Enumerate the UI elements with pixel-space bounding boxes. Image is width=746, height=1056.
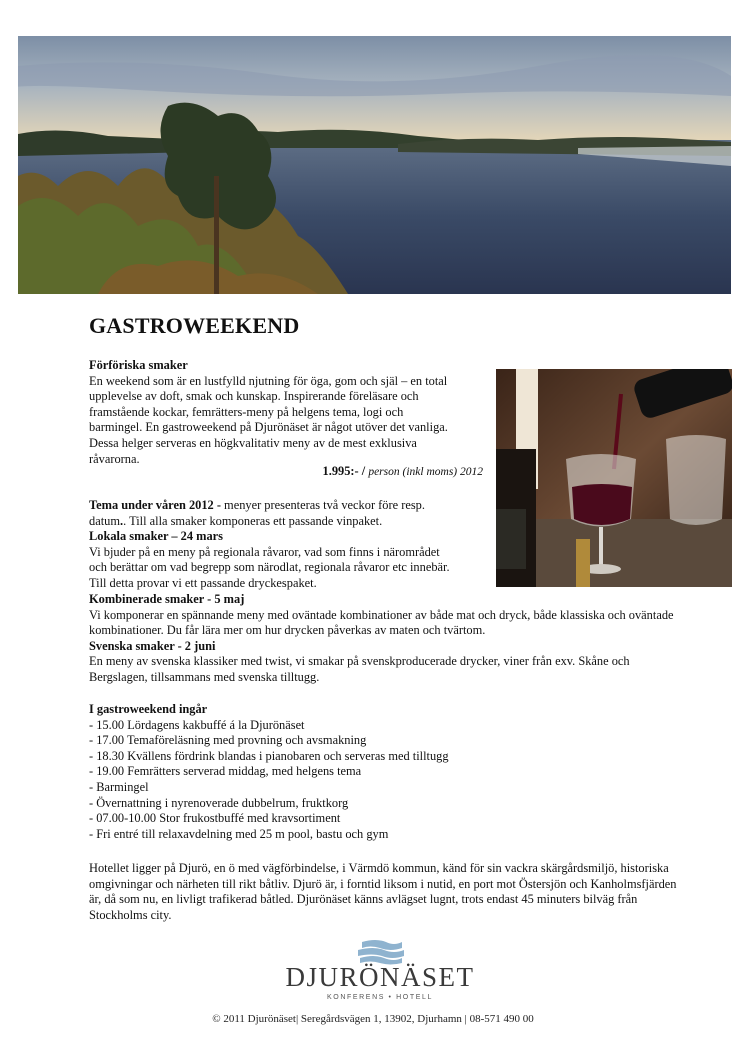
- theme-line: kombinationer. Du får lära mer om hur drycken påverkas av maten och tvärtom.: [89, 623, 486, 638]
- intro-line: upplevelse av doft, smak och kunskap. Inspirerande föreläsare och: [89, 389, 419, 404]
- theme-line: Till detta provar vi ett passande dryckespaket.: [89, 575, 317, 590]
- price-note: person (inkl moms) 2012: [368, 466, 483, 478]
- themes-lead-text: . Till alla smaker komponeras ett passande vinpaket.: [123, 513, 383, 528]
- list-item: - 19.00 Femrätters serverad middag, med helgens tema: [89, 764, 362, 779]
- about-line: är, då som nu, en livligt trafikerad båtled. Djurönäset känns avlägset lugnt, trots endast 45 minuters bilväg från: [89, 892, 638, 907]
- about-line: Hotellet ligger på Djurö, en ö med vägförbindelse, i Värmdö kommun, känd för sin vackra skärgårdsmiljö, historiska: [89, 861, 669, 875]
- list-item: - 07.00-10.00 Stor frukostbuffé med kravsortiment: [89, 811, 341, 826]
- intro-line: Dessa helger serveras en högkvalitativ meny av de mest exklusiva: [89, 435, 417, 450]
- themes-intro: Tema under våren 2012 - menyer presenteras två veckor före resp. datum.. Till alla smaker komponeras ett passande vinpaket. Lokala smaker – 24 mars Vi bjuder på en meny på regionala råvaror, vad som finns i närområdet och berättar om vad begrepp som närodlat, regionala råvaror etc innebär. Till detta provar vi ett passande dryckespaket.: [89, 498, 499, 592]
- page-title: GASTROWEEKEND: [89, 313, 300, 338]
- theme-heading: Svenska smaker - 2 juni: [89, 638, 216, 653]
- theme-line: En meny av svenska klassiker med twist, vi smakar på svenskproducerade drycker, viner från exv. Skåne och: [89, 654, 630, 669]
- list-item: - 17.00 Temaföreläsning med provning och avsmakning: [89, 733, 367, 748]
- intro-heading: Förföriska smaker: [89, 358, 188, 372]
- wine-image: [496, 369, 732, 587]
- themes-lead-bold: Tema under våren 2012 -: [89, 498, 221, 512]
- theme-line: Vi bjuder på en meny på regionala råvaror, vad som finns i närområdet: [89, 544, 440, 559]
- logo-tagline: KONFERENS • HOTELL: [327, 994, 433, 1001]
- list-item: - 15.00 Lördagens kakbuffé á la Djurönäset: [89, 717, 305, 732]
- list-item: - Övernattning i nyrenoverade dubbelrum, fruktkorg: [89, 795, 349, 810]
- archipelago-photo: [18, 36, 731, 294]
- intro-line: barmingel. En gastroweekend på Djurönäset är något utöver det vanliga.: [89, 420, 448, 435]
- intro-line: En weekend som är en lustfylld njutning för öga, gom och själ – en total: [89, 373, 448, 388]
- theme-line: Bergslagen, tillsammans med svenska tilltugg.: [89, 669, 320, 684]
- intro-section: [89, 358, 489, 467]
- list-item: - 18.30 Kvällens fördrink blandas i pianobaren och serveras med tilltugg: [89, 748, 449, 763]
- intro-line: framstående kockar, femrätters-meny på helgens tema, logi och: [89, 404, 404, 419]
- included-heading: I gastroweekend ingår: [89, 702, 208, 716]
- brand-logo: [280, 938, 480, 1008]
- theme-heading: Lokala smaker – 24 mars: [89, 529, 224, 544]
- wine-photo: [496, 369, 732, 587]
- themes-lead-text: datum: [89, 513, 120, 528]
- theme-heading: Kombinerade smaker - 5 maj: [89, 592, 245, 606]
- about-line: Stockholms city.: [89, 907, 172, 922]
- themes-section: [89, 592, 739, 686]
- price-amount: 1.995:- /: [322, 464, 366, 478]
- included-section: [89, 702, 689, 842]
- about-line: omgivningar och närheten till rikt båtliv. Djurö är, i forntid liksom i nutid, en port mot Östersjön och Kanholmsfjärden: [89, 876, 677, 891]
- price-line: [89, 464, 483, 479]
- list-item: - Barmingel: [89, 779, 149, 794]
- footer-contact: © 2011 Djurönäset| Seregårdsvägen 1, 13902, Djurhamn | 08-571 490 00: [212, 1013, 534, 1025]
- included-list: [89, 718, 689, 843]
- themes-lead-text: menyer presenteras två veckor före resp.: [220, 498, 425, 512]
- list-item: - Fri entré till relaxavdelning med 25 m pool, bastu och gym: [89, 826, 389, 841]
- theme-line: Vi komponerar en spännande meny med oväntade kombinationer av både mat och dryck, både klassiska och oväntade: [89, 607, 674, 622]
- theme-line: och berättar om vad begrepp som närodlat, regionala råvaror etc innebär.: [89, 560, 450, 575]
- about-section: [89, 861, 739, 923]
- intro-line: råvarorna.: [89, 451, 140, 466]
- hero-image: [18, 36, 731, 294]
- logo-name: DJURÖNÄSET: [285, 962, 475, 992]
